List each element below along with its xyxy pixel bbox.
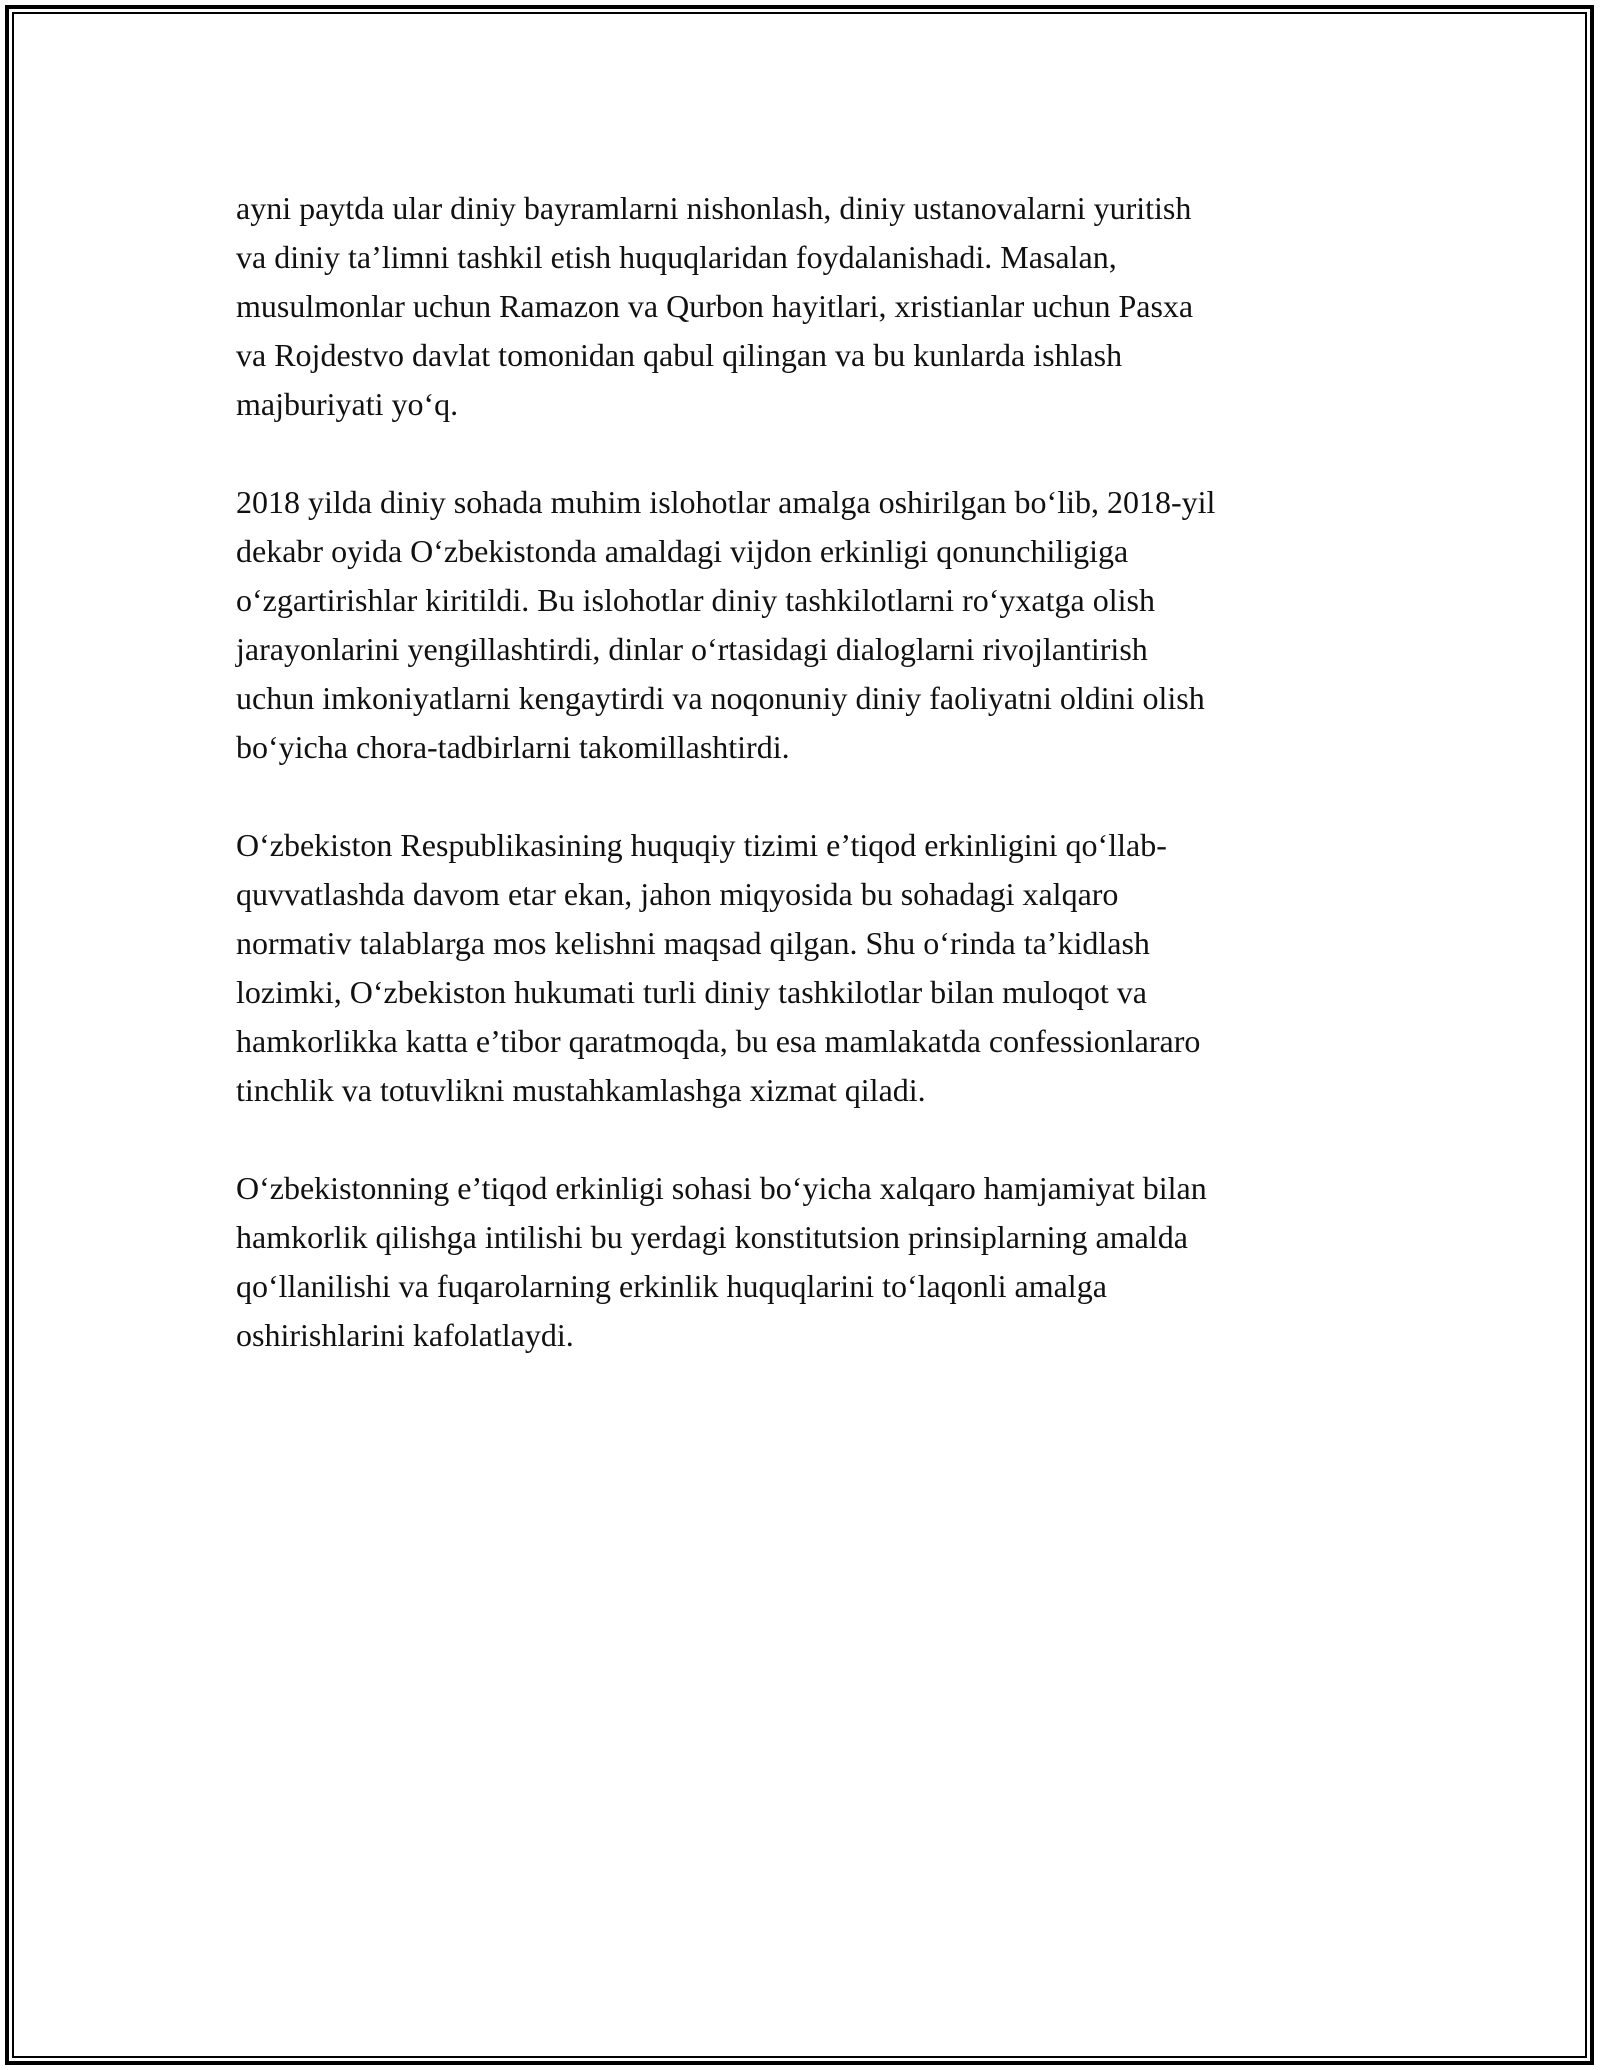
text-line: tinchlik va totuvlikni mustahkamlashga xizmat qiladi. xyxy=(236,1072,926,1108)
text-line: O‘zbekiston Respublikasining huquqiy tizimi e’tiqod erkinligini qo‘llab- xyxy=(236,827,1167,863)
text-line: quvvatlashda davom etar ekan, jahon miqyosida bu sohadagi xalqaro xyxy=(236,876,1119,912)
text-line: O‘zbekistonning e’tiqod erkinligi sohasi bo‘yicha xalqaro hamjamiyat bilan xyxy=(236,1170,1207,1206)
text-line: normativ talablarga mos kelishni maqsad qilgan. Shu o‘rinda ta’kidlash xyxy=(236,925,1150,961)
text-line: bo‘yicha chora-tadbirlarni takomillashtirdi. xyxy=(236,729,790,765)
text-line: ayni paytda ular diniy bayramlarni nishonlash, diniy ustanovalarni yuritish xyxy=(236,190,1192,226)
text-line: majburiyati yo‘q. xyxy=(236,386,459,422)
text-line: lozimki, O‘zbekiston hukumati turli diniy tashkilotlar bilan muloqot va xyxy=(236,974,1147,1010)
text-line: uchun imkoniyatlarni kengaytirdi va noqonuniy diniy faoliyatni oldini olish xyxy=(236,680,1205,716)
paragraph-2 xyxy=(236,478,1366,772)
text-line: hamkorlikka katta e’tibor qaratmoqda, bu esa mamlakatda confessionlararo xyxy=(236,1023,1201,1059)
text-line: hamkorlik qilishga intilishi bu yerdagi konstitutsion prinsiplarning amalda xyxy=(236,1219,1188,1255)
paragraph-3 xyxy=(236,821,1366,1115)
text-line: va Rojdestvo davlat tomonidan qabul qilingan va bu kunlarda ishlash xyxy=(236,337,1123,373)
text-line: 2018 yilda diniy sohada muhim islohotlar amalga oshirilgan bo‘lib, 2018-yil xyxy=(236,484,1216,520)
paragraph-1 xyxy=(236,184,1366,429)
text-line: qo‘llanilishi va fuqarolarning erkinlik huquqlarini to‘laqonli amalga xyxy=(236,1268,1107,1304)
text-line: dekabr oyida O‘zbekistonda amaldagi vijdon erkinligi qonunchiligiga xyxy=(236,533,1129,569)
text-line: o‘zgartirishlar kiritildi. Bu islohotlar diniy tashkilotlarni ro‘yxatga olish xyxy=(236,582,1155,618)
text-line: oshirishlarini kafolatlaydi. xyxy=(236,1317,574,1353)
text-line: jarayonlarini yengillashtirdi, dinlar o‘rtasidagi dialoglarni rivojlantirish xyxy=(236,631,1148,667)
document-body xyxy=(236,184,1366,1360)
paragraph-4 xyxy=(236,1164,1366,1360)
text-line: va diniy ta’limni tashkil etish huquqlaridan foydalanishadi. Masalan, xyxy=(236,239,1117,275)
text-line: musulmonlar uchun Ramazon va Qurbon hayitlari, xristianlar uchun Pasxa xyxy=(236,288,1194,324)
